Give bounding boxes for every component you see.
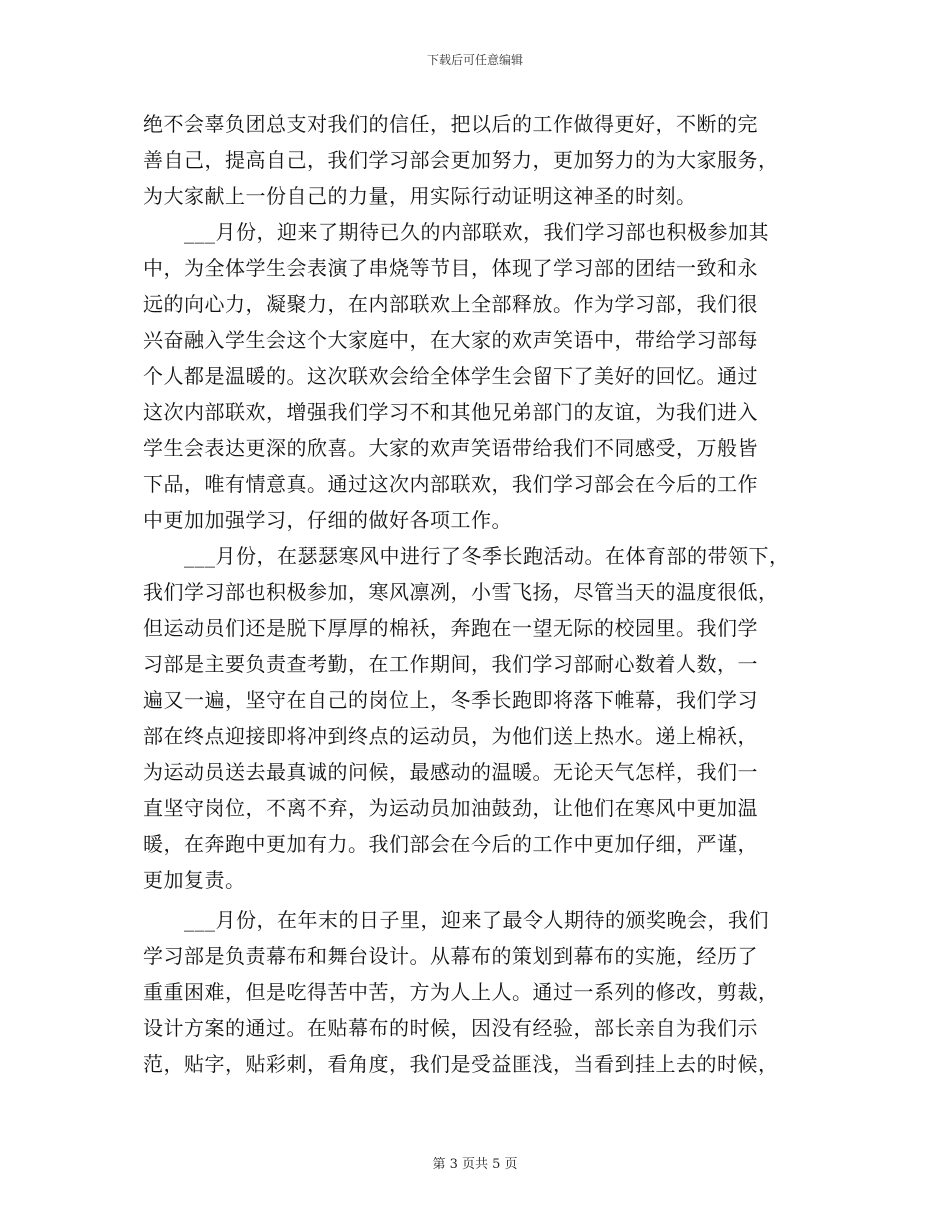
document-body: [143, 106, 823, 1082]
text-line: ___月份，迎来了期待已久的内部联欢，我们学习部也积极参加其: [143, 220, 769, 244]
text-line: 中，为全体学生会表演了串烧等节目，体现了学习部的团结一致和永: [143, 256, 758, 280]
text-line: 设计方案的通过。在贴幕布的时候，因没有经验，部长亲自为我们示: [143, 1016, 758, 1040]
page-footer: 第 3 页共 5 页: [432, 1157, 518, 1172]
text-line: 远的向心力，凝聚力，在内部联欢上全部释放。作为学习部，我们很: [143, 292, 758, 316]
text-line: 为运动员送去最真诚的问候，最感动的温暖。无论天气怎样，我们一: [143, 760, 758, 784]
text-line: 遍又一遍，坚守在自己的岗位上，冬季长跑即将落下帷幕，我们学习: [143, 688, 758, 712]
text-line: 绝不会辜负团总支对我们的信任，把以后的工作做得更好，不断的完: [143, 112, 758, 136]
text-line: 学习部是负责幕布和舞台设计。从幕布的策划到幕布的实施，经历了: [143, 944, 758, 968]
page-header: 下载后可任意编辑: [426, 53, 523, 67]
text-line: 学生会表达更深的欣喜。大家的欢声笑语带给我们不同感受，万般皆: [143, 436, 758, 460]
text-line: 这次内部联欢，增强我们学习不和其他兄弟部门的友谊，为我们进入: [143, 400, 758, 424]
text-line: 部在终点迎接即将冲到终点的运动员，为他们送上热水。递上棉袄，: [143, 724, 758, 748]
text-line: 范，贴字，贴彩刺，看角度，我们是受益匪浅，当看到挂上去的时候，: [143, 1052, 779, 1076]
text-line: 习部是主要负责查考勤，在工作期间，我们学习部耐心数着人数，一: [143, 652, 758, 676]
paragraph: [143, 214, 823, 538]
text-line: 更加复责。: [143, 868, 246, 892]
text-line: ___月份，在瑟瑟寒风中进行了冬季长跑活动。在体育部的带领下，: [143, 544, 790, 568]
text-line: 下品，唯有情意真。通过这次内部联欢，我们学习部会在今后的工作: [143, 472, 758, 496]
text-line: 善自己，提高自己，我们学习部会更加努力，更加努力的为大家服务，: [143, 148, 779, 172]
text-line: 重重困难，但是吃得苦中苦，方为人上人。通过一系列的修改，剪裁，: [143, 980, 779, 1004]
text-line: 中更加加强学习，仔细的做好各项工作。: [143, 508, 512, 532]
text-line: 暖，在奔跑中更加有力。我们部会在今后的工作中更加仔细，严谨，: [143, 832, 758, 856]
text-line: 兴奋融入学生会这个大家庭中，在大家的欢声笑语中，带给学习部每: [143, 328, 758, 352]
paragraph: [143, 902, 823, 1082]
text-line: 为大家献上一份自己的力量，用实际行动证明这神圣的时刻。: [143, 184, 697, 208]
paragraph: [143, 538, 823, 898]
paragraph: [143, 106, 823, 214]
text-line: 个人都是温暖的。这次联欢会给全体学生会留下了美好的回忆。通过: [143, 364, 758, 388]
text-line: 但运动员们还是脱下厚厚的棉袄，奔跑在一望无际的校园里。我们学: [143, 616, 758, 640]
text-line: 直坚守岗位，不离不弃，为运动员加油鼓劲，让他们在寒风中更加温: [143, 796, 758, 820]
text-line: 我们学习部也积极参加，寒风凛冽，小雪飞扬，尽管当天的温度很低，: [143, 580, 779, 604]
text-line: ___月份，在年末的日子里，迎来了最令人期待的颁奖晚会，我们: [143, 908, 769, 932]
